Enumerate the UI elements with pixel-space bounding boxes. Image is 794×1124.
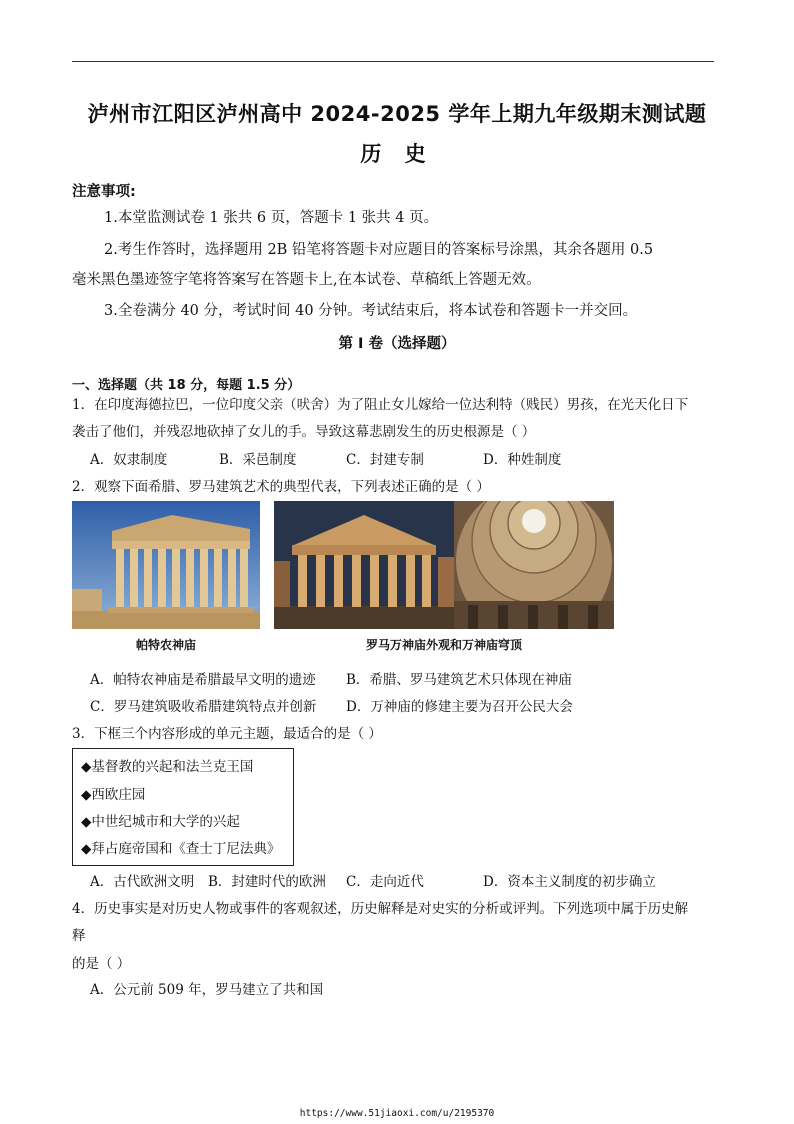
q3-box-item: ◆基督教的兴起和法兰克王国 [81, 759, 254, 775]
q4-stem-line1: 4．历史事实是对历史人物或事件的客观叙述，历史解释是对史实的分析或评判。下列选项中属于历史解 [72, 901, 689, 917]
q3-option-d: D．资本主义制度的初步确立 [483, 874, 656, 890]
q1-option-a: A．奴隶制度 [90, 452, 168, 468]
part-heading: 一、选择题（共 18 分，每题 1.5 分） [72, 378, 301, 393]
pantheon-dome-illustration [454, 501, 614, 629]
note-3: 3.全卷满分 40 分，考试时间 40 分钟。考试结束后，将本试卷和答题卡一并交回。 [104, 303, 638, 319]
q3-option-c: C．走向近代 [346, 874, 424, 890]
pantheon-exterior-photo [274, 501, 454, 629]
subject-title: 历 史 [360, 142, 434, 166]
q1-option-c: C．封建专制 [346, 452, 424, 468]
q3-stem: 3．下框三个内容形成的单元主题，最适合的是（ ） [72, 726, 382, 742]
parthenon-illustration [72, 501, 260, 629]
q3-option-b: B．封建时代的欧洲 [208, 874, 326, 890]
q3-box-item: ◆中世纪城市和大学的兴起 [81, 814, 240, 830]
q3-content-box [72, 748, 294, 866]
q3-box-item: ◆西欧庄园 [81, 787, 146, 803]
caption-pantheon: 罗马万神庙外观和万神庙穹顶 [365, 638, 522, 652]
q1-option-d: D．种姓制度 [483, 452, 562, 468]
q2-option-a: A．帕特农神庙是希腊最早文明的遗迹 [90, 672, 316, 688]
pantheon-exterior-illustration [274, 501, 454, 629]
note-1: 1.本堂监测试卷 1 张共 6 页，答题卡 1 张共 4 页。 [104, 210, 439, 226]
note-2b: 毫米黑色墨迹签字笔将答案写在答题卡上,在本试卷、草稿纸上答题无效。 [72, 272, 541, 288]
note-2a: 2.考生作答时，选择题用 2B 铅笔将答题卡对应题目的答案标号涂黑，其余各题用 0.5 [104, 242, 654, 258]
q3-box-item: ◆拜占庭帝国和《查士丁尼法典》 [81, 841, 281, 857]
footer-url[interactable]: https://www.51jiaoxi.com/u/2195370 [299, 1108, 495, 1119]
q1-option-b: B．采邑制度 [219, 452, 297, 468]
q4-option-a: A．公元前 509 年，罗马建立了共和国 [90, 982, 324, 998]
pantheon-dome-photo [454, 501, 614, 629]
q1-stem-line1: 1．在印度海德拉巴，一位印度父亲（吠舍）为了阻止女儿嫁给一位达利特（贱民）男孩，在光天化日下 [72, 397, 689, 413]
q4-stem-line3: 的是（ ） [72, 956, 131, 972]
q2-stem: 2．观察下面希腊、罗马建筑艺术的典型代表，下列表述正确的是（ ） [72, 479, 490, 495]
caption-parthenon: 帕特农神庙 [135, 638, 196, 652]
exam-title: 泸州市江阳区泸州高中 2024-2025 学年上期九年级期末测试题 [87, 102, 707, 126]
notes-heading: 注意事项: [72, 184, 136, 200]
q2-option-c: C．罗马建筑吸收希腊建筑特点并创新 [90, 699, 317, 715]
section-title: 第 I 卷（选择题） [338, 336, 456, 352]
q3-option-a: A．古代欧洲文明 [90, 874, 195, 890]
header-rule [72, 61, 714, 62]
q2-option-d: D．万神庙的修建主要为召开公民大会 [346, 699, 573, 715]
q2-option-b: B．希腊、罗马建筑艺术只体现在神庙 [346, 672, 572, 688]
q1-stem-line2: 袭击了他们，并残忍地砍掉了女儿的手。导致这幕悲剧发生的历史根源是（ ） [72, 424, 536, 440]
parthenon-photo [72, 501, 260, 629]
q4-stem-line2: 释 [72, 928, 86, 944]
